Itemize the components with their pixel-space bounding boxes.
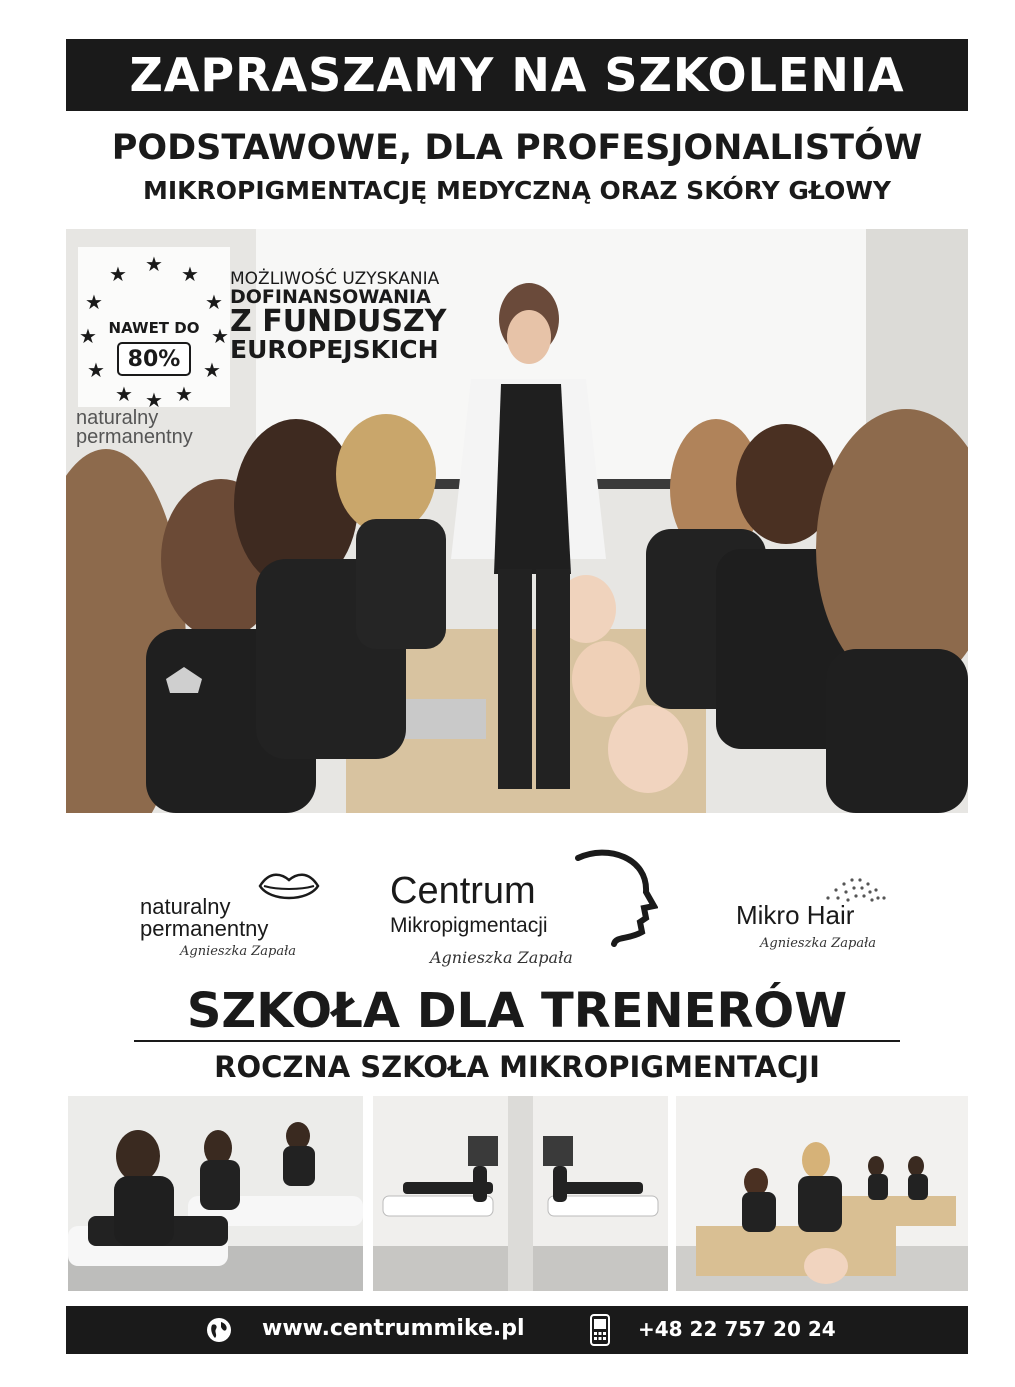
badge-value: 80% bbox=[127, 347, 181, 372]
svg-text:★: ★ bbox=[181, 262, 199, 286]
svg-text:★: ★ bbox=[79, 324, 97, 348]
photo-thumb-2 bbox=[373, 1096, 668, 1291]
svg-text:★: ★ bbox=[203, 358, 221, 382]
logo-np-line-2: permanentny bbox=[140, 916, 269, 941]
funding-line-1: MOŻLIWOŚĆ UZYSKANIA bbox=[230, 269, 440, 289]
logo-cm-signature: Agnieszka Zapała bbox=[430, 948, 573, 967]
logo-mikro-hair bbox=[736, 868, 906, 968]
logo-cm-line-2: Mikropigmentacji bbox=[390, 914, 548, 937]
logo-naturalny-permanentny bbox=[140, 868, 330, 968]
subtitle-line-1: PODSTAWOWE, DLA PROFESJONALISTÓW bbox=[111, 128, 923, 168]
footer-bar bbox=[66, 1306, 968, 1354]
svg-text:★: ★ bbox=[145, 388, 163, 407]
svg-text:★: ★ bbox=[109, 262, 127, 286]
svg-text:★: ★ bbox=[115, 382, 133, 406]
svg-text:★: ★ bbox=[145, 252, 163, 276]
logo-np-signature: Agnieszka Zapała bbox=[180, 944, 297, 959]
hero-photo bbox=[66, 229, 968, 813]
subtitle-line-2: MIKROPIGMENTACJĘ MEDYCZNĄ ORAZ SKÓRY GŁOWY bbox=[142, 176, 891, 205]
school-divider bbox=[134, 1040, 900, 1042]
website-link[interactable]: www.centrummike.pl bbox=[262, 1316, 525, 1341]
svg-text:★: ★ bbox=[85, 290, 103, 314]
lips-icon bbox=[258, 868, 320, 904]
photo-thumb-1 bbox=[68, 1096, 363, 1291]
photo-thumb-3 bbox=[676, 1096, 968, 1291]
overlay-logo-line-1: naturalny bbox=[76, 407, 159, 429]
globe-icon bbox=[206, 1317, 232, 1343]
logo-np-line-1: naturalny bbox=[140, 894, 231, 919]
logo-mh-line-1: Mikro Hair bbox=[736, 900, 855, 930]
svg-text:★: ★ bbox=[175, 382, 193, 406]
logo-cm-line-1: Centrum bbox=[390, 870, 536, 912]
funding-text bbox=[230, 271, 470, 362]
svg-text:★: ★ bbox=[87, 358, 105, 382]
overlay-logo-line-2: permanentny bbox=[76, 426, 193, 448]
badge-prefix: NAWET DO bbox=[108, 319, 200, 337]
banner-title: ZAPRASZAMY NA SZKOLENIA bbox=[129, 48, 905, 102]
funding-line-3: Z FUNDUSZY bbox=[230, 304, 447, 339]
face-profile-icon bbox=[568, 848, 658, 948]
funding-badge bbox=[74, 247, 234, 407]
svg-text:★: ★ bbox=[211, 324, 229, 348]
top-banner bbox=[66, 39, 968, 111]
logo-centrum-mikropigmentacji bbox=[390, 848, 670, 978]
logo-mh-signature: Agnieszka Zapała bbox=[760, 936, 877, 951]
funding-line-2: DOFINANSOWANIA bbox=[230, 286, 431, 308]
phone-number[interactable]: +48 22 757 20 24 bbox=[638, 1317, 836, 1341]
mobile-phone-icon bbox=[590, 1314, 610, 1346]
school-subtitle: ROCZNA SZKOŁA MIKROPIGMENTACJI bbox=[214, 1050, 820, 1084]
overlay-logo bbox=[76, 409, 193, 447]
svg-text:★: ★ bbox=[205, 290, 223, 314]
funding-line-4: EUROPEJSKICH bbox=[230, 335, 439, 364]
school-title: SZKOŁA DLA TRENERÓW bbox=[186, 983, 848, 1039]
